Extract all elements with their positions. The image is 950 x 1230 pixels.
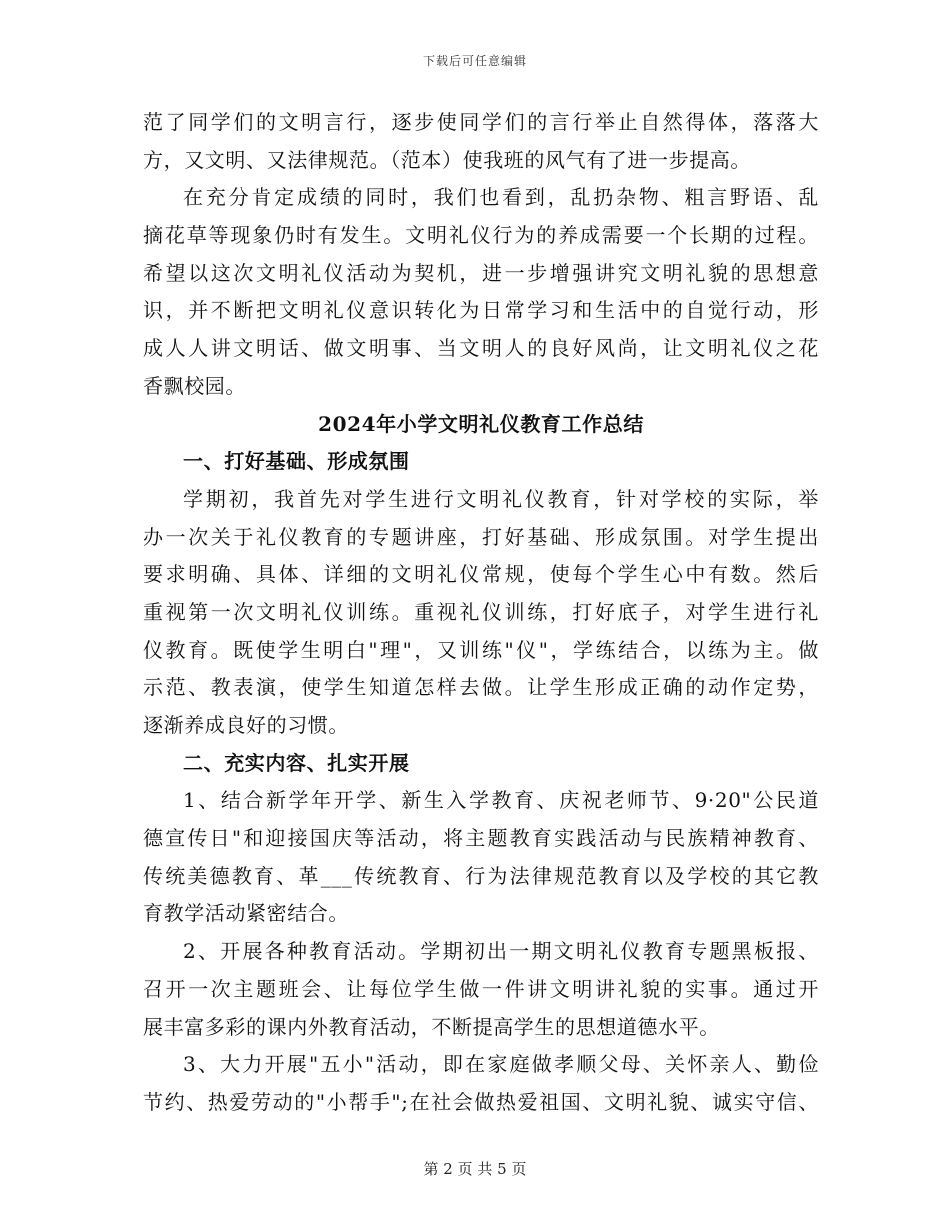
body-text-line: 仪教育。既使学生明白"理"，又训练"仪"，学练结合，以练为主。做 <box>143 637 819 662</box>
body-text-line: 展丰富多彩的课内外教育活动，不断提高学生的思想道德水平。 <box>143 1014 720 1039</box>
body-text-line: 方，又文明、又法律规范。（范本）使我班的风气有了进一步提高。 <box>143 147 751 172</box>
paragraph-first-line: 学期初，我首先对学生进行文明礼仪教育，针对学校的实际，举 <box>183 486 819 511</box>
body-text-line: 成人人讲文明话、做文明事、当文明人的良好风尚，让文明礼仪之花 <box>143 336 819 361</box>
section-heading: 二、充实内容、扎实开展 <box>183 750 410 775</box>
body-text-line: 范了同学们的文明言行，逐步使同学们的言行举止自然得体，落落大 <box>143 110 819 134</box>
paragraph-first-line: 1、结合新学年开学、新生入学教育、庆祝老师节、9·20"公民道 <box>183 788 819 813</box>
body-text-line: 希望以这次文明礼仪活动为契机，进一步增强讲究文明礼貌的思想意 <box>143 260 819 285</box>
body-text-line: 香飘校园。 <box>143 373 246 398</box>
body-text-line: 德宣传日"和迎接国庆等活动，将主题教育实践活动与民族精神教育、 <box>143 826 819 851</box>
body-text-line: 示范、教表演，使学生知道怎样去做。让学生形成正确的动作定势， <box>143 675 819 700</box>
section-heading: 一、打好基础、形成氛围 <box>183 449 410 474</box>
body-text-line: 要求明确、具体、详细的文明礼仪常规，使每个学生心中有数。然后 <box>143 562 819 587</box>
body-text-line: 育教学活动紧密结合。 <box>143 901 349 926</box>
body-text-line: 办一次关于礼仪教育的专题讲座，打好基础、形成氛围。对学生提出 <box>143 524 819 549</box>
section-title: 2024年小学文明礼仪教育工作总结 <box>318 411 644 436</box>
page-number-footer: 第 2 页 共 5 页 <box>423 1160 527 1178</box>
body-text-line: 摘花草等现象仍时有发生。文明礼仪行为的养成需要一个长期的过程。 <box>143 223 819 248</box>
body-text-line: 识，并不断把文明礼仪意识转化为日常学习和生活中的自觉行动，形 <box>143 298 819 323</box>
body-text-line: 节约、热爱劳动的"小帮手";在社会做热爱祖国、文明礼貌、诚实守信、 <box>143 1089 819 1114</box>
body-text-line: 传统美德教育、革___传统教育、行为法律规范教育以及学校的其它教 <box>143 863 819 888</box>
header-note: 下载后可任意编辑 <box>422 54 527 68</box>
paragraph-first-line: 2、开展各种教育活动。学期初出一期文明礼仪教育专题黑板报、 <box>183 939 819 964</box>
paragraph-first-line: 3、大力开展"五小"活动，即在家庭做孝顺父母、关怀亲人、勤俭 <box>183 1052 819 1077</box>
document-body <box>143 104 819 1122</box>
body-text-line: 重视第一次文明礼仪训练。重视礼仪训练，打好底子，对学生进行礼 <box>143 599 819 624</box>
paragraph-first-line: 在充分肯定成绩的同时，我们也看到，乱扔杂物、粗言野语、乱 <box>183 185 819 210</box>
body-text-line: 召开一次主题班会、让每位学生做一件讲文明讲礼貌的实事。通过开 <box>143 976 819 1001</box>
body-text-line: 逐渐养成良好的习惯。 <box>143 713 349 737</box>
